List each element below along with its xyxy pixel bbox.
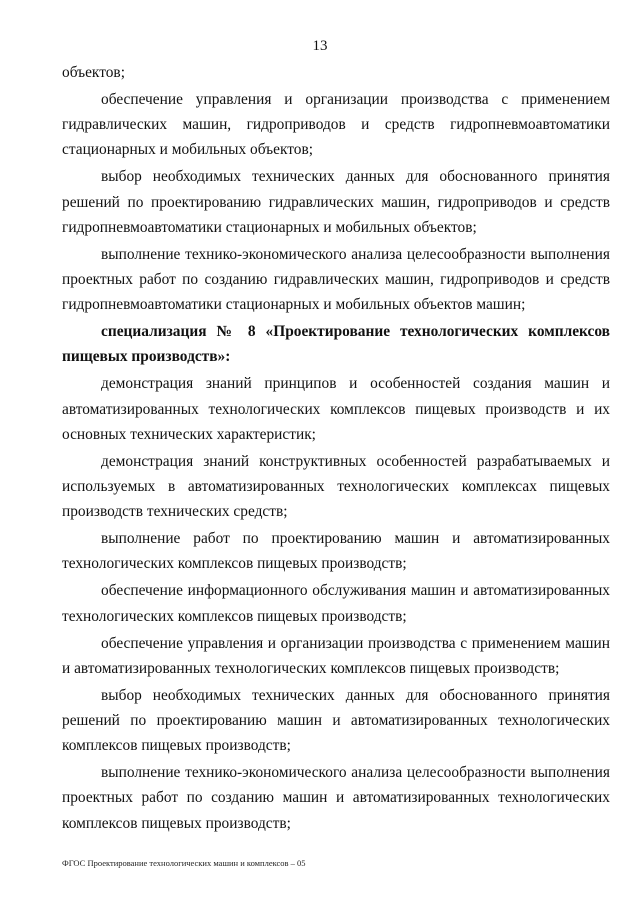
paragraph: демонстрация знаний принципов и особенностей создания машин и автоматизированных технологических комплексов пищевых производств и их основных технических характеристик;	[62, 375, 610, 443]
paragraph: обеспечение информационного обслуживания машин и автоматизированных технологических комплексов пищевых производств;	[62, 582, 610, 625]
paragraph: выбор необходимых технических данных для обоснованного принятия решений по проектированию гидравлических машин, гидроприводов и средств гидропневмоавтоматики стационарных и мобильных объектов;	[62, 168, 610, 236]
paragraph: объектов;	[62, 64, 125, 81]
section-heading: специализация № 8 «Проектирование технологических комплексов пищевых производств»:	[62, 323, 610, 366]
paragraph: обеспечение управления и организации производства с применением гидравлических машин, гидроприводов и средств гидропневмоавтоматики стационарных и мобильных объектов;	[62, 91, 610, 159]
paragraph: демонстрация знаний конструктивных особенностей разрабатываемых и используемых в автоматизированных технологических комплексах пищевых производств технических средств;	[62, 452, 610, 521]
document-body	[62, 60, 610, 838]
paragraph: выбор необходимых технических данных для обоснованного принятия решений по проектированию машин и автоматизированных технологических комплексов пищевых производств;	[62, 686, 610, 755]
paragraph: выполнение технико-экономического анализа целесообразности выполнения проектных работ по созданию гидравлических машин, гидроприводов и средств гидропневмоавтоматики стационарных и мобильных объектов машин;	[62, 245, 610, 314]
paragraph: выполнение технико-экономического анализа целесообразности выполнения проектных работ по созданию машин и автоматизированных технологических комплексов пищевых производств;	[62, 764, 610, 832]
paragraph: выполнение работ по проектированию машин и автоматизированных технологических комплексов пищевых производств;	[62, 530, 610, 573]
paragraph: обеспечение управления и организации производства с применением машин и автоматизированных технологических комплексов пищевых производств;	[62, 634, 610, 677]
page-footer: ФГОС Проектирование технологических машин и комплексов – 05	[62, 858, 306, 868]
page-number: 13	[312, 38, 328, 54]
